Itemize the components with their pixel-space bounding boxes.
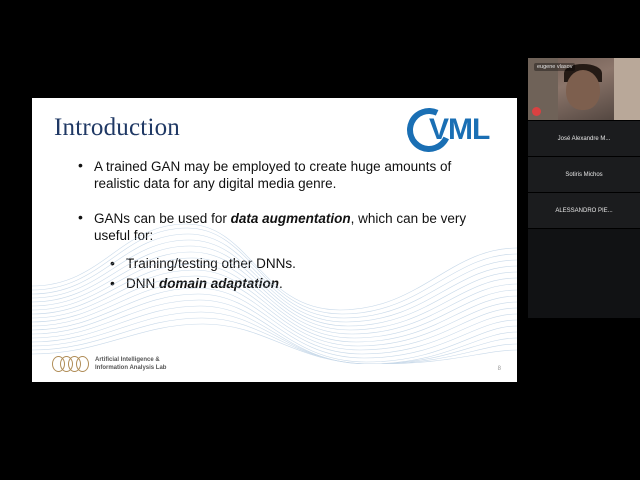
bullet-item <box>78 158 493 192</box>
bullet-text: A trained GAN may be employed to create huge amounts of realistic data for any digital media genre. <box>94 159 452 191</box>
participant-name: eugene vlasov <box>534 63 575 71</box>
bullet-text: GANs can be used for <box>94 211 231 226</box>
lab-name <box>95 356 166 372</box>
mic-muted-icon[interactable] <box>532 107 541 116</box>
participant-name: José Alexandre M... <box>557 136 611 142</box>
participant-tile-audio[interactable] <box>528 193 640 229</box>
participant-tile-audio[interactable] <box>528 121 640 157</box>
lab-name-line2: Information Analysis Lab <box>95 365 167 371</box>
slide-number: 8 <box>497 366 501 372</box>
participant-name: ALESSANDRO PIE... <box>555 208 613 214</box>
vml-logo-text: VML <box>429 113 490 146</box>
sub-bullet-text: Training/testing other DNNs. <box>126 256 296 271</box>
bullet-emphasis: data augmentation <box>230 211 351 226</box>
participant-tile-audio[interactable] <box>528 157 640 193</box>
bullet-text-tail: , which can be very useful for: <box>94 211 467 243</box>
participant-tile-video[interactable] <box>528 58 640 121</box>
vml-logo <box>407 106 503 158</box>
sub-bullet-list <box>110 254 493 294</box>
bullet-item <box>78 210 493 244</box>
page-title: Introduction <box>54 114 180 141</box>
slide-body <box>78 158 493 294</box>
lab-name-line1: Artificial Intelligence & <box>95 357 160 363</box>
aiia-rings-icon <box>52 356 88 372</box>
presentation-slide <box>32 98 517 382</box>
participant-rail <box>528 58 640 318</box>
list-item <box>110 254 493 274</box>
sub-bullet-text-tail: . <box>279 276 283 291</box>
sub-bullet-emphasis: domain adaptation <box>159 276 280 291</box>
lab-logo <box>52 356 166 372</box>
sub-bullet-text: DNN <box>126 276 159 291</box>
participant-name: Sotiris Michos <box>565 172 603 178</box>
list-item <box>110 274 493 294</box>
